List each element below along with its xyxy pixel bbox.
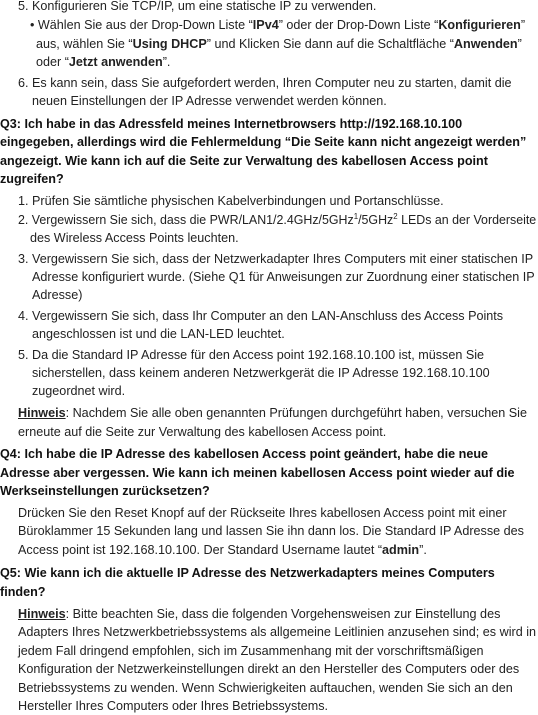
q3-item-4-line-2: angeschlossen ist und die LAN-LED leuchtet. <box>32 327 285 341</box>
q5-hint-label: Hinweis <box>18 607 66 621</box>
q3-title-line-3: angezeigt. Wie kann ich auf die Seite zur Verwaltung des kabellosen Access point <box>0 154 488 168</box>
q3-item-2-line-2: des Wireless Access Points leuchten. <box>30 231 239 245</box>
q3-item-5-line-2: sicherstellen, dass keinem anderen Netzwerkgerät die IP Adresse 192.168.10.100 <box>32 366 490 380</box>
q4-body-line-2: Büroklammer 15 Sekunden lang und lassen Sie ihn dann los. Die Standard IP Adresse des <box>18 524 524 538</box>
q3-title-line-1: Q3: Ich habe in das Adressfeld meines Internetbrowsers http://192.168.10.100 <box>0 117 463 131</box>
q3-title-line-4: zugreifen? <box>0 172 64 186</box>
step-6-line-1: 6. Es kann sein, dass Sie aufgefordert werden, Ihren Computer neu zu starten, damit die <box>18 76 512 90</box>
q3-item-4-line-1: 4. Vergewissern Sie sich, dass Ihr Computer an den LAN-Anschluss des Access Points <box>18 309 504 323</box>
q5-hint-line-1: Hinweis: Bitte beachten Sie, dass die folgenden Vorgehensweisen zur Einstellung des <box>18 607 501 621</box>
q5-hint-line-6: Hersteller Ihres Computers oder Ihres Betriebssystems. <box>18 699 329 713</box>
q3-hint-line-1: Hinweis: Nachdem Sie alle oben genannten Prüfungen durchgeführt haben, versuchen Sie <box>18 406 527 420</box>
q3-hint-label: Hinweis <box>18 406 66 420</box>
q3-hint-line-2: erneute auf die Seite zur Verwaltung des kabellosen Access point. <box>18 425 387 439</box>
q4-title-line-1: Q4: Ich habe die IP Adresse des kabellosen Access point geändert, habe die neue <box>0 447 489 461</box>
q3-item-1: 1. Prüfen Sie sämtliche physischen Kabelverbindungen und Portanschlüsse. <box>18 194 444 208</box>
q4-title-line-2: Adresse aber vergessen. Wie kann ich meinen kabellosen Access point wieder auf die <box>0 466 515 480</box>
q3-item-3-line-3: Adresse) <box>32 288 83 302</box>
q3-item-5-line-3: zugeordnet wird. <box>32 384 126 398</box>
q3-item-2-line-1: 2. Vergewissern Sie sich, dass die PWR/LAN1/2.4GHz/5GHz$^1$/5GHz$^2$ LEDs an der Vorderseite <box>18 212 537 227</box>
q3-item-3-line-1: 3. Vergewissern Sie sich, dass der Netzwerkadapter Ihres Computers mit einer statischen IP <box>18 252 534 266</box>
q5-hint-line-4: Konfiguration der Netzwerkeinstellungen direkt an den Hersteller des Computers oder des <box>18 662 520 676</box>
q5-hint-line-3: jedem Fall dringend empfohlen, sich im Zusammenhang mit der vorschriftsmäßigen <box>18 644 484 658</box>
step-6-line-2: neuen Einstellungen der IP Adresse verwendet werden können. <box>32 94 387 108</box>
step-5-bullet-line-1: • Wählen Sie aus der Drop-Down Liste “IPv4” oder der Drop-Down Liste “Konfigurieren” <box>30 18 526 32</box>
q4-body-line-1: Drücken Sie den Reset Knopf auf der Rückseite Ihres kabellosen Access point mit einer <box>18 506 507 520</box>
q4-title-line-3: Werkseinstellungen zurücksetzen? <box>0 484 210 498</box>
q5-hint-line-2: Adapters Ihres Netzwerkbetriebssystems als allgemeine Leitlinien anzusehen sind; es wird in <box>18 625 536 639</box>
step-5: 5. Konfigurieren Sie TCP/IP, um eine statische IP zu verwenden. <box>18 0 377 13</box>
step-5-bullet-line-2: aus, wählen Sie “Using DHCP” und Klicken Sie dann auf die Schaltfläche “Anwenden” <box>36 37 522 51</box>
step-5-bullet-line-3: oder “Jetzt anwenden”. <box>36 55 171 69</box>
q5-title-line-1: Q5: Wie kann ich die aktuelle IP Adresse des Netzwerkadapters meines Computers <box>0 566 495 580</box>
q5-title-line-2: finden? <box>0 585 46 599</box>
q5-hint-line-5: Betriebssystems zu wenden. Wenn Schwierigkeiten auftauchen, wenden Sie sich an den <box>18 681 513 695</box>
q3-item-5-line-1: 5. Da die Standard IP Adresse für den Access point 192.168.10.100 ist, müssen Sie <box>18 348 485 362</box>
q3-item-3-line-2: Adresse konfiguriert wurde. (Siehe Q1 für Anweisungen zur Zuordnung einer statischen IP <box>32 270 535 284</box>
q4-body-line-3: Access point ist 192.168.10.100. Der Standard Username lautet “admin”. <box>18 543 427 557</box>
q3-title-line-2: eingegeben, allerdings wird die Fehlermeldung “Die Seite kann nicht angezeigt werden” <box>0 135 527 149</box>
